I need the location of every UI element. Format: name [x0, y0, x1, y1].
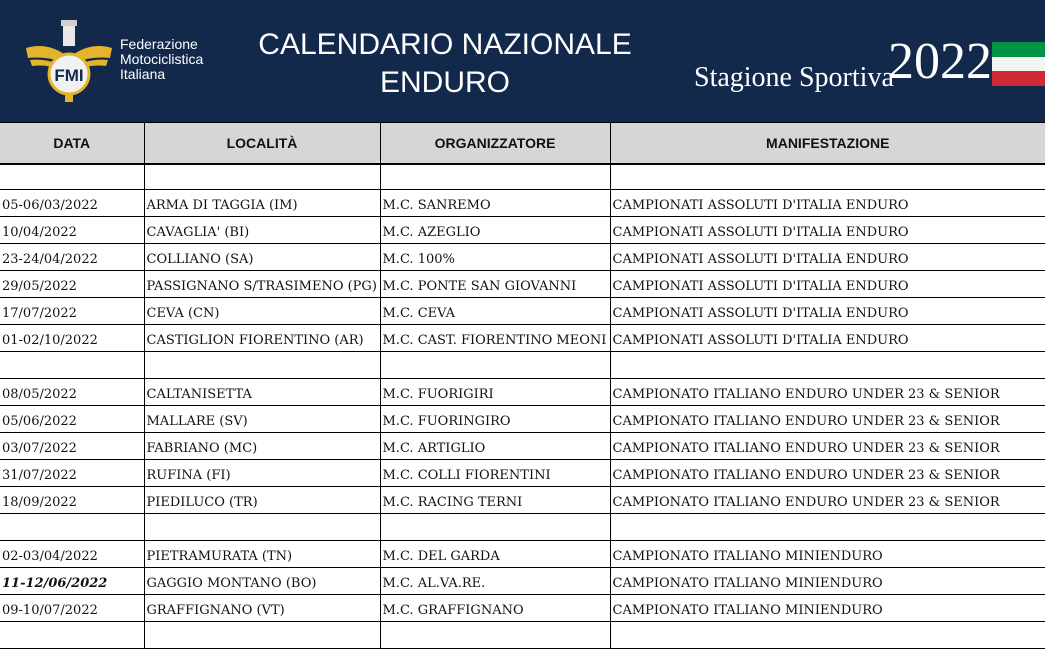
- table-row: [0, 244, 1045, 271]
- cell-date[interactable]: [0, 164, 144, 190]
- table-row: [0, 379, 1045, 406]
- cell-event[interactable]: [610, 622, 1045, 649]
- cell-organizer[interactable]: M.C. ARTIGLIO: [380, 433, 610, 460]
- cell-location[interactable]: FABRIANO (MC): [144, 433, 380, 460]
- cell-organizer[interactable]: M.C. CAST. FIORENTINO MEONI: [380, 325, 610, 352]
- cell-event[interactable]: CAMPIONATI ASSOLUTI D'ITALIA ENDURO: [610, 217, 1045, 244]
- table-row: [0, 487, 1045, 514]
- cell-date[interactable]: 31/07/2022: [0, 460, 144, 487]
- cell-event[interactable]: CAMPIONATI ASSOLUTI D'ITALIA ENDURO: [610, 271, 1045, 298]
- cell-date[interactable]: 18/09/2022: [0, 487, 144, 514]
- cell-location[interactable]: CEVA (CN): [144, 298, 380, 325]
- flag-stripe-red: [992, 71, 1045, 86]
- cell-event[interactable]: CAMPIONATI ASSOLUTI D'ITALIA ENDURO: [610, 190, 1045, 217]
- cell-date[interactable]: [0, 622, 144, 649]
- cell-organizer[interactable]: [380, 622, 610, 649]
- cell-event[interactable]: CAMPIONATI ASSOLUTI D'ITALIA ENDURO: [610, 298, 1045, 325]
- cell-organizer[interactable]: M.C. COLLI FIORENTINI: [380, 460, 610, 487]
- cell-date[interactable]: 05-06/03/2022: [0, 190, 144, 217]
- cell-organizer[interactable]: M.C. DEL GARDA: [380, 541, 610, 568]
- cell-date[interactable]: 02-03/04/2022: [0, 541, 144, 568]
- cell-event[interactable]: CAMPIONATO ITALIANO MINIENDURO: [610, 541, 1045, 568]
- title-line-2: ENDURO: [379, 66, 510, 99]
- cell-date[interactable]: 10/04/2022: [0, 217, 144, 244]
- cell-date[interactable]: 03/07/2022: [0, 433, 144, 460]
- cell-event[interactable]: [610, 514, 1045, 541]
- cell-organizer[interactable]: [380, 352, 610, 379]
- table-row: [0, 460, 1045, 487]
- cell-organizer[interactable]: M.C. CEVA: [380, 298, 610, 325]
- cell-organizer[interactable]: M.C. GRAFFIGNANO: [380, 595, 610, 622]
- cell-organizer[interactable]: M.C. PONTE SAN GIOVANNI: [380, 271, 610, 298]
- table-spacer-row: [0, 164, 1045, 190]
- cell-location[interactable]: [144, 164, 380, 190]
- cell-location[interactable]: PASSIGNANO S/TRASIMENO (PG): [144, 271, 380, 298]
- cell-event[interactable]: CAMPIONATI ASSOLUTI D'ITALIA ENDURO: [610, 244, 1045, 271]
- cell-date[interactable]: 05/06/2022: [0, 406, 144, 433]
- cell-location[interactable]: ARMA DI TAGGIA (IM): [144, 190, 380, 217]
- table-body: [0, 164, 1045, 649]
- federation-line: Italiana: [120, 66, 166, 82]
- table-row: [0, 190, 1045, 217]
- column-header-location[interactable]: LOCALITÀ: [144, 123, 380, 165]
- column-header-organizer[interactable]: ORGANIZZATORE: [380, 123, 610, 165]
- svg-text:FMI: FMI: [54, 66, 84, 85]
- cell-date[interactable]: 11-12/06/2022: [0, 568, 144, 595]
- table-spacer-row: [0, 352, 1045, 379]
- cell-event[interactable]: CAMPIONATO ITALIANO ENDURO UNDER 23 & SENIOR: [610, 379, 1045, 406]
- cell-location[interactable]: RUFINA (FI): [144, 460, 380, 487]
- table-row: [0, 298, 1045, 325]
- title-line-1: CALENDARIO NAZIONALE: [258, 28, 632, 61]
- cell-location[interactable]: PIETRAMURATA (TN): [144, 541, 380, 568]
- cell-event[interactable]: CAMPIONATO ITALIANO ENDURO UNDER 23 & SENIOR: [610, 433, 1045, 460]
- cell-date[interactable]: [0, 352, 144, 379]
- column-header-date[interactable]: DATA: [0, 123, 144, 165]
- calendar-table: [0, 122, 1045, 649]
- table-row: [0, 568, 1045, 595]
- table-row: [0, 541, 1045, 568]
- flag-stripe-green: [992, 42, 1045, 57]
- cell-event[interactable]: [610, 164, 1045, 190]
- cell-event[interactable]: CAMPIONATO ITALIANO ENDURO UNDER 23 & SENIOR: [610, 487, 1045, 514]
- cell-location[interactable]: [144, 514, 380, 541]
- page-title: [250, 26, 640, 102]
- cell-organizer[interactable]: M.C. FUORIGIRI: [380, 379, 610, 406]
- italian-flag-icon: [992, 42, 1045, 86]
- cell-organizer[interactable]: M.C. AL.VA.RE.: [380, 568, 610, 595]
- season-year: 2022: [888, 33, 992, 90]
- cell-event[interactable]: CAMPIONATO ITALIANO MINIENDURO: [610, 568, 1045, 595]
- table-row: [0, 217, 1045, 244]
- cell-event[interactable]: CAMPIONATI ASSOLUTI D'ITALIA ENDURO: [610, 325, 1045, 352]
- column-header-event[interactable]: MANIFESTAZIONE: [610, 123, 1045, 165]
- cell-organizer[interactable]: M.C. AZEGLIO: [380, 217, 610, 244]
- cell-organizer[interactable]: M.C. 100%: [380, 244, 610, 271]
- cell-organizer[interactable]: M.C. SANREMO: [380, 190, 610, 217]
- federation-line: Motociclistica: [120, 51, 204, 67]
- table-row: [0, 595, 1045, 622]
- federation-name: [120, 37, 203, 82]
- cell-organizer[interactable]: M.C. FUORINGIRO: [380, 406, 610, 433]
- cell-date[interactable]: 09-10/07/2022: [0, 595, 144, 622]
- cell-date[interactable]: 23-24/04/2022: [0, 244, 144, 271]
- table-row: [0, 325, 1045, 352]
- cell-location[interactable]: MALLARE (SV): [144, 406, 380, 433]
- cell-event[interactable]: [610, 352, 1045, 379]
- table-spacer-row: [0, 622, 1045, 649]
- cell-location[interactable]: [144, 622, 380, 649]
- cell-date[interactable]: 17/07/2022: [0, 298, 144, 325]
- cell-organizer[interactable]: [380, 514, 610, 541]
- table-row: [0, 271, 1045, 298]
- cell-location[interactable]: CALTANISETTA: [144, 379, 380, 406]
- cell-organizer[interactable]: M.C. RACING TERNI: [380, 487, 610, 514]
- table-row: [0, 433, 1045, 460]
- fmi-logo-icon: [26, 18, 112, 104]
- cell-location[interactable]: GAGGIO MONTANO (BO): [144, 568, 380, 595]
- cell-location[interactable]: CASTIGLION FIORENTINO (AR): [144, 325, 380, 352]
- cell-date[interactable]: 08/05/2022: [0, 379, 144, 406]
- cell-location[interactable]: CAVAGLIA' (BI): [144, 217, 380, 244]
- cell-location[interactable]: PIEDILUCO (TR): [144, 487, 380, 514]
- flag-stripe-white: [992, 57, 1045, 72]
- table-header-row: [0, 123, 1045, 165]
- cell-date[interactable]: 01-02/10/2022: [0, 325, 144, 352]
- cell-location[interactable]: [144, 352, 380, 379]
- federation-line: Federazione: [120, 36, 198, 52]
- table-row: [0, 406, 1045, 433]
- cell-location[interactable]: COLLIANO (SA): [144, 244, 380, 271]
- cell-date[interactable]: 29/05/2022: [0, 271, 144, 298]
- cell-event[interactable]: CAMPIONATO ITALIANO ENDURO UNDER 23 & SENIOR: [610, 460, 1045, 487]
- cell-location[interactable]: GRAFFIGNANO (VT): [144, 595, 380, 622]
- cell-date[interactable]: [0, 514, 144, 541]
- table-spacer-row: [0, 514, 1045, 541]
- cell-organizer[interactable]: [380, 164, 610, 190]
- season-label: Stagione Sportiva: [694, 62, 894, 93]
- cell-event[interactable]: CAMPIONATO ITALIANO ENDURO UNDER 23 & SENIOR: [610, 406, 1045, 433]
- cell-event[interactable]: CAMPIONATO ITALIANO MINIENDURO: [610, 595, 1045, 622]
- header-banner: [0, 0, 1045, 122]
